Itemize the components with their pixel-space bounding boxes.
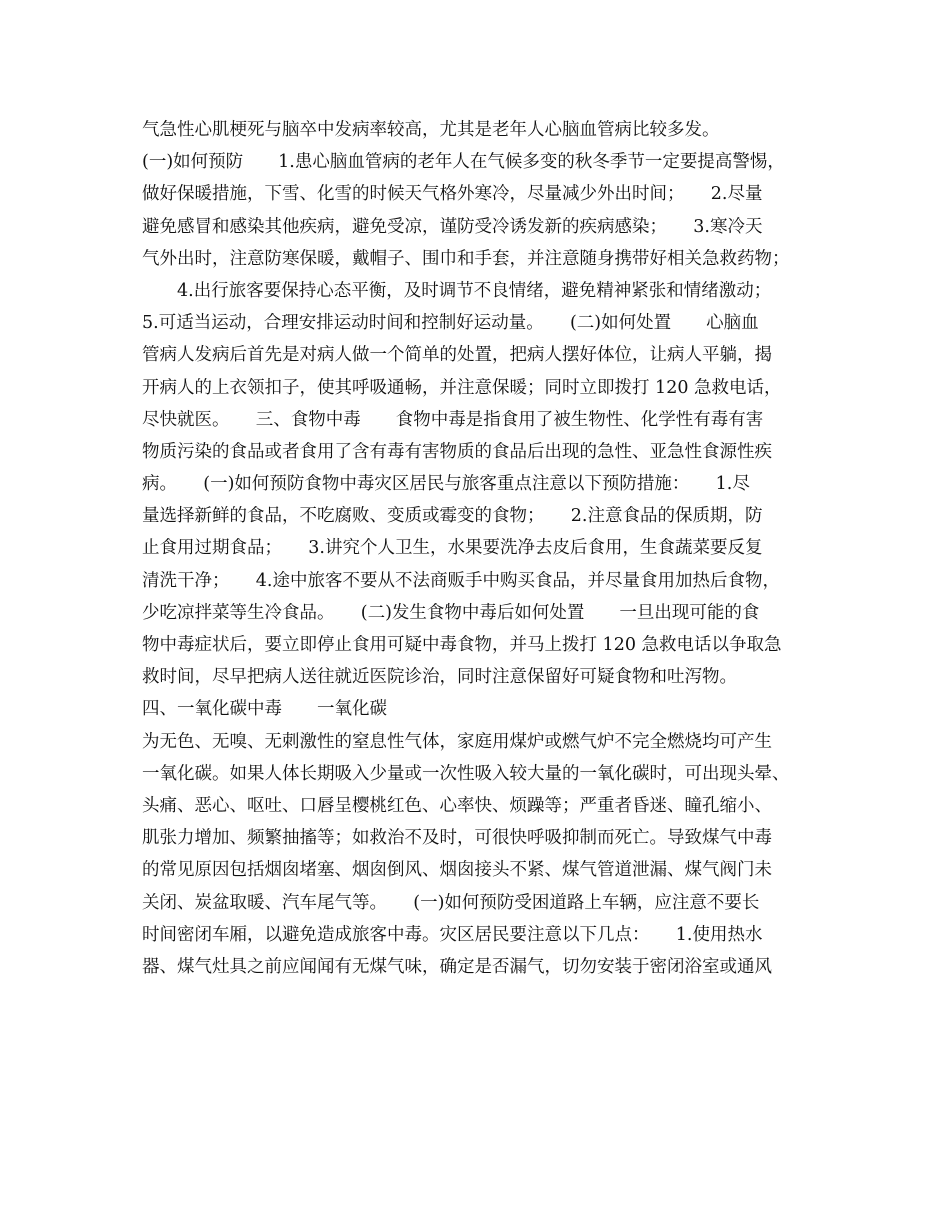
text-line: 尽快就医。 三、食物中毒 食物中毒是指食用了被生物性、化学性有毒有害 [142,409,764,430]
section-heading-line: 四、一氧化碳中毒 一氧化碳 [142,699,387,720]
text-line: 做好保暖措施，下雪、化雪的时候天气格外寒冷，尽量减少外出时间； 2.尽量 [142,184,763,205]
text-line: 头痛、恶心、呕吐、口唇呈樱桃红色、心率快、烦躁等；严重者昏迷、瞳孔缩小、 [142,795,772,816]
text-line: 避免感冒和感染其他疾病，避免受凉，谨防受冷诱发新的疾病感染； 3.寒冷天 [142,216,763,237]
text-line: 开病人的上衣领扣子，使其呼吸通畅，并注意保暖；同时立即拨打 120 急救电话， [142,377,782,398]
text-line: 4.出行旅客要保持心态平衡，及时调节不良情绪，避免精神紧张和情绪激动； [142,280,772,301]
text-line: 器、煤气灶具之前应闻闻有无煤气味，确定是否漏气，切勿安装于密闭浴室或通风 [142,956,772,977]
text-line: 止食用过期食品； 3.讲究个人卫生，水果要洗净去皮后食用，生食蔬菜要反复 [142,538,763,559]
text-line: 5.可适当运动，合理安排运动时间和控制好运动量。 (二)如何处置 心脑血 [142,313,759,334]
text-line: 气急性心肌梗死与脑卒中发病率较高，尤其是老年人心脑血管病比较多发。 [142,120,720,140]
text-line: 量选择新鲜的食品，不吃腐败、变质或霉变的食物； 2.注意食品的保质期，防 [142,506,763,527]
text-line: (一)如何预防 1.患心脑血管病的老年人在气候多变的秋冬季节一定要提高警惕， [142,152,785,173]
text-line: 病。 (一)如何预防食物中毒灾区居民与旅客重点注意以下预防措施： 1.尽 [142,474,750,495]
text-line: 一氧化碳。如果人体长期吸入少量或一次性吸入较大量的一氧化碳时，可出现头晕、 [142,763,790,784]
text-line: 肌张力增加、频繁抽搐等；如救治不及时，可很快呼吸抑制而死亡。导致煤气中毒 [142,828,772,849]
body-text [142,114,822,983]
text-line: 清洗干净； 4.途中旅客不要从不法商贩手中购买食品，并尽量食用加热后食物， [142,570,780,591]
text-line: 物中毒症状后，要立即停止食用可疑中毒食物，并马上拨打 120 急救电话以争取急 [142,635,782,655]
text-line: 物质污染的食品或者食用了含有毒有害物质的食品后出现的急性、亚急性食源性疾 [142,441,772,462]
text-line: 救时间，尽早把病人送往就近医院诊治，同时注意保留好可疑食物和吐泻物。 [142,667,737,688]
text-line: 少吃凉拌菜等生冷食品。 (二)发生食物中毒后如何处置 一旦出现可能的食 [142,602,760,623]
text-line: 气外出时，注意防寒保暖，戴帽子、围巾和手套，并注意随身携带好相关急救药物； [142,248,790,269]
text-line: 管病人发病后首先是对病人做一个简单的处置，把病人摆好体位，让病人平躺，揭 [142,345,772,366]
text-line: 关闭、炭盆取暖、汽车尾气等。 (一)如何预防受困道路上车辆，应注意不要长 [142,892,760,913]
text-line: 为无色、无嗅、无刺激性的窒息性气体，家庭用煤炉或燃气炉不完全燃烧均可产生 [142,731,772,752]
text-line: 时间密闭车厢，以避免造成旅客中毒。灾区居民要注意以下几点： 1.使用热水 [142,924,763,945]
text-line: 的常见原因包括烟囱堵塞、烟囱倒风、烟囱接头不紧、煤气管道泄漏、煤气阀门未 [142,860,772,881]
